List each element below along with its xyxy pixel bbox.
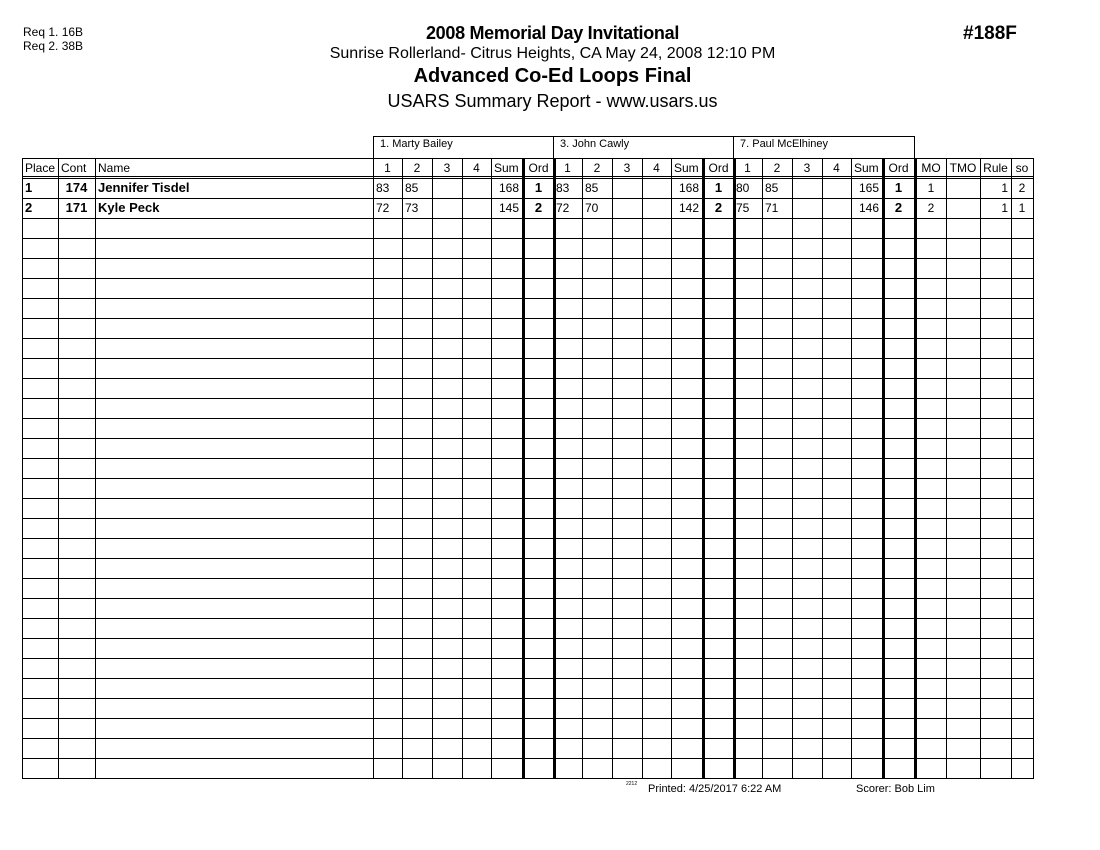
total-majority-ordinal-cell <box>946 178 980 198</box>
score-2-cell: 73 <box>405 201 419 215</box>
column-header-mo: MO <box>921 161 941 175</box>
skater-name-cell: Kyle Peck <box>98 200 160 215</box>
competition-title: 2008 Memorial Day Invitational <box>425 23 680 43</box>
ordinal-cell: 1 <box>894 180 903 195</box>
column-header-judge-1: 1 <box>744 161 751 175</box>
column-line <box>822 158 823 779</box>
score-1-cell: 72 <box>376 201 390 215</box>
column-header-judge-1: 1 <box>384 161 391 175</box>
column-header-judge-4: 4 <box>473 161 480 175</box>
score-4-cell <box>822 198 851 218</box>
judge-box-edge <box>373 136 374 158</box>
score-3-cell <box>792 198 822 218</box>
column-line <box>491 158 492 779</box>
column-line <box>671 158 672 779</box>
judge-box-edge <box>733 136 734 158</box>
score-4-cell <box>822 178 851 198</box>
column-line <box>1033 158 1034 779</box>
score-2-cell: 85 <box>585 181 599 195</box>
score-4-cell <box>462 178 491 198</box>
column-line <box>95 158 96 779</box>
score-1-cell: 75 <box>736 201 750 215</box>
column-header-judge-ord: Ord <box>888 161 909 175</box>
so-cell: 1 <box>1018 201 1026 215</box>
column-header-judge-sum: Sum <box>854 161 879 175</box>
column-line <box>946 158 947 779</box>
place-cell: 2 <box>25 200 33 215</box>
footer-code: 2212 <box>626 781 638 787</box>
column-line <box>612 158 613 779</box>
ordinal-cell: 1 <box>714 180 723 195</box>
score-2-cell: 71 <box>765 201 779 215</box>
so-cell: 2 <box>1018 181 1026 195</box>
contestant-number-cell: 174 <box>65 180 88 195</box>
score-3-cell <box>792 178 822 198</box>
score-sum-cell: 168 <box>678 181 699 195</box>
score-4-cell <box>642 198 671 218</box>
column-header-judge-2: 2 <box>593 161 601 175</box>
column-header-judge-4: 4 <box>653 161 660 175</box>
rule-cell: 1 <box>1001 181 1008 195</box>
column-header-tmo: TMO <box>949 161 977 175</box>
column-header-judge-ord: Ord <box>708 161 729 175</box>
column-line <box>642 158 643 779</box>
place-cell: 1 <box>25 180 33 195</box>
score-sum-cell: 168 <box>498 181 519 195</box>
score-4-cell <box>642 178 671 198</box>
thick-column-line <box>914 158 917 779</box>
column-header-judge-3: 3 <box>443 161 451 175</box>
judge-box-edge <box>914 136 915 158</box>
score-3-cell <box>432 198 462 218</box>
score-sum-cell: 146 <box>858 201 879 215</box>
score-1-cell: 72 <box>556 201 570 215</box>
column-line <box>22 158 23 779</box>
venue-date-line: Sunrise Rollerland- Citrus Heights, CA May 24, 2008 12:10 PM <box>329 45 776 62</box>
rule-cell: 1 <box>1001 201 1008 215</box>
requirement-2: Req 2. 38B <box>23 39 84 53</box>
column-header-rule: Rule <box>983 161 1008 175</box>
judge-name: 3. John Cawly <box>560 138 630 150</box>
column-line <box>792 158 793 779</box>
score-sum-cell: 145 <box>498 201 519 215</box>
column-line <box>462 158 463 779</box>
thick-column-line <box>553 158 556 779</box>
column-header-judge-1: 1 <box>564 161 571 175</box>
column-header-judge-2: 2 <box>773 161 781 175</box>
thick-column-line <box>702 158 705 779</box>
column-line <box>373 158 374 779</box>
score-3-cell <box>432 178 462 198</box>
judge-name: 1. Marty Bailey <box>380 138 453 150</box>
judge-box-edge <box>553 136 554 158</box>
ordinal-cell: 2 <box>714 200 723 215</box>
score-4-cell <box>462 198 491 218</box>
score-1-cell: 83 <box>376 181 390 195</box>
ordinal-cell: 1 <box>534 180 543 195</box>
majority-ordinal-cell: 2 <box>927 201 935 215</box>
thick-column-line <box>522 158 525 779</box>
event-title: Advanced Co-Ed Loops Final <box>413 65 692 87</box>
report-subtitle: USARS Summary Report - www.usars.us <box>387 91 718 111</box>
column-header-judge-2: 2 <box>413 161 421 175</box>
column-header-judge-3: 3 <box>623 161 631 175</box>
column-header-cont: Cont <box>61 161 87 175</box>
score-1-cell: 80 <box>736 181 750 195</box>
column-header-place: Place <box>25 161 56 175</box>
skater-name-cell: Jennifer Tisdel <box>98 180 190 195</box>
score-3-cell <box>612 198 642 218</box>
ordinal-cell: 2 <box>534 200 543 215</box>
score-2-cell: 85 <box>405 181 419 195</box>
column-line <box>980 158 981 779</box>
column-line <box>1011 158 1012 779</box>
score-1-cell: 83 <box>556 181 570 195</box>
column-header-judge-3: 3 <box>803 161 811 175</box>
thick-column-line <box>882 158 885 779</box>
judge-name: 7. Paul McElhiney <box>740 138 829 150</box>
score-2-cell: 70 <box>585 201 599 215</box>
column-line <box>402 158 403 779</box>
contestant-number-cell: 171 <box>65 200 88 215</box>
column-header-name: Name <box>98 161 131 175</box>
column-header-so: so <box>1015 161 1029 175</box>
score-3-cell <box>612 178 642 198</box>
scorer-name: Scorer: Bob Lim <box>856 783 935 795</box>
printed-timestamp: Printed: 4/25/2017 6:22 AM <box>648 783 782 795</box>
total-majority-ordinal-cell <box>946 198 980 218</box>
column-header-judge-sum: Sum <box>494 161 519 175</box>
score-sum-cell: 165 <box>858 181 879 195</box>
score-sum-cell: 142 <box>678 201 699 215</box>
ordinal-cell: 2 <box>894 200 903 215</box>
thick-column-line <box>733 158 736 779</box>
column-header-judge-4: 4 <box>833 161 840 175</box>
column-line <box>851 158 852 779</box>
score-2-cell: 85 <box>765 181 779 195</box>
column-line <box>432 158 433 779</box>
column-line <box>582 158 583 779</box>
majority-ordinal-cell: 1 <box>927 181 935 195</box>
column-line <box>762 158 763 779</box>
event-number: #188F <box>963 23 1017 44</box>
column-header-judge-ord: Ord <box>528 161 549 175</box>
column-line <box>58 158 59 779</box>
column-header-judge-sum: Sum <box>674 161 699 175</box>
requirement-1: Req 1. 16B <box>23 25 84 39</box>
